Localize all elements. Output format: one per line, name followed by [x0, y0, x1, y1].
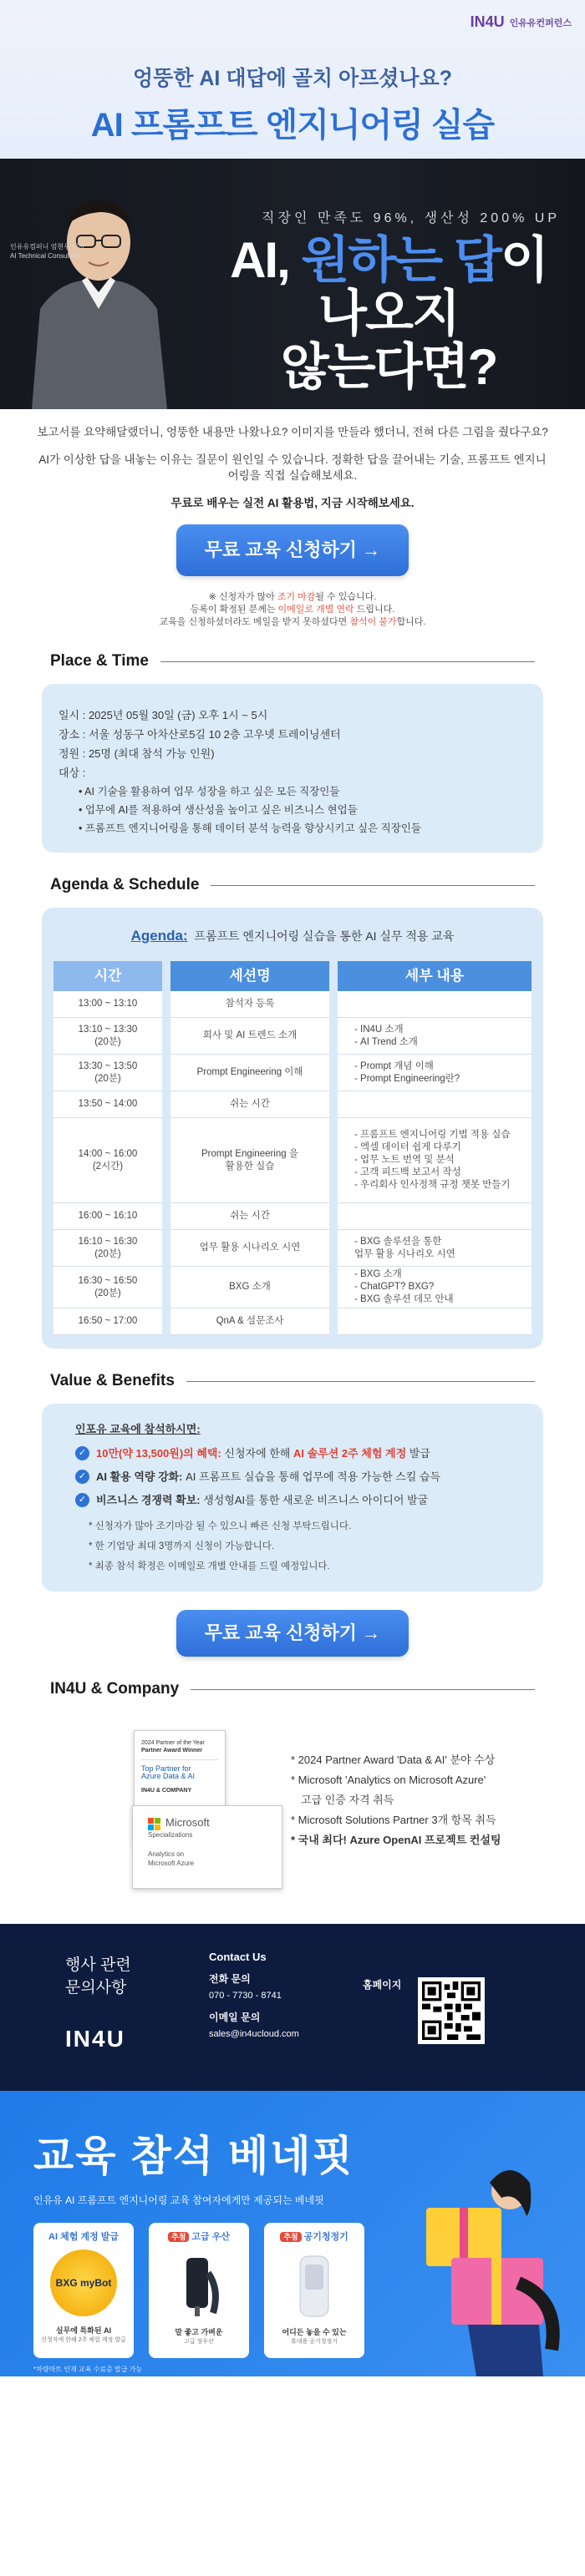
agenda-detail-cell: - Prompt 개념 이해 - Prompt Engineering란?	[338, 1055, 532, 1091]
agenda-session-cell: 회사 및 AI 트렌드 소개	[170, 1018, 329, 1055]
microsoft-logo-icon	[148, 1818, 160, 1830]
hero-stat: 직장인 만족도 96%, 생산성 200% UP	[262, 211, 560, 225]
benefit-desc: 실무에 특화된 AI	[55, 2326, 112, 2335]
agenda-table	[53, 961, 532, 1335]
header-section	[0, 0, 585, 159]
speaker-badge	[10, 242, 119, 261]
check-icon: ✓	[75, 1493, 89, 1507]
header-title: AI 프롬프트 엔지니어링 실습	[90, 107, 495, 144]
place-box	[42, 684, 543, 853]
value-i3a: 비즈니스 경쟁력 확보:	[96, 1494, 204, 1506]
homepage-label: 홈페이지	[363, 1979, 402, 1991]
value-note: * 한 기업당 최대 3명까지 신청이 가능합니다.	[89, 1541, 275, 1551]
agenda-detail-cell: - 프롬프트 엔지니어링 기법 적용 실습 - 엑셀 데이터 쉽게 다루기 - 업무 노트 번역 및 분석 - 고객 피드백 보고서 작성 - 우리회사 인사정책 규정 챗봇 만들기	[338, 1118, 532, 1203]
benefit-desc: 어디든 놓을 수 있는	[282, 2328, 347, 2336]
detail-column	[338, 991, 532, 1335]
logo-mark: IN4U	[470, 13, 505, 30]
agenda-detail-cell: - BXG 소개 - ChatGPT? BXG? - BXG 솔루션 데모 안내	[338, 1267, 532, 1308]
gift-person-illustration	[393, 2158, 577, 2376]
agenda-box	[42, 908, 543, 1349]
award-line: IN4U & COMPANY	[141, 1788, 192, 1794]
phone-label: 전화 문의	[209, 1973, 251, 1985]
divider	[160, 661, 535, 662]
section-value-title: Value & Benefits	[50, 1372, 175, 1389]
target-text: 업무에 AI를 적용하여 생산성을 높이고 싶은 비즈니스 현업들	[84, 804, 358, 816]
value-head: 인포유 교육에 참석하시면:	[75, 1423, 201, 1435]
ms-sub: Specializations	[148, 1831, 193, 1839]
intro-p3: 무료로 배우는 실전 AI 활용법, 지금 시작해보세요.	[170, 497, 415, 509]
phone-number[interactable]: 070 - 7730 - 8741	[209, 1991, 282, 2001]
section-value-heading	[0, 1372, 585, 1390]
speaker-name: 인유유컴퍼니 엄현우 이사	[10, 243, 85, 251]
value-item	[75, 1446, 510, 1461]
agenda-title-text: 프롬프트 엔지니어링 실습을 통한 AI 실무 적용 교육	[194, 929, 455, 943]
notice-l2c: 드립니다.	[354, 605, 395, 615]
section-company-heading	[0, 1680, 585, 1698]
target-text: 프롬프트 엔지니어링을 통해 데이터 분석 능력을 향상시키고 싶은 직장인들	[84, 822, 421, 834]
company-bullet: * 2024 Partner Award 'Data & AI' 분야 수상	[291, 1754, 496, 1766]
umbrella-icon	[161, 2248, 237, 2323]
benefit-card-label: AI 체험 계정 발급	[48, 2232, 119, 2242]
value-i2a: AI 활용 역량 강화:	[96, 1470, 186, 1483]
notice-l1a: ※ 신청자가 많아	[208, 592, 277, 602]
value-item	[75, 1493, 510, 1508]
email-address[interactable]: sales@in4ucloud.com	[209, 2029, 299, 2039]
contact-l1: 행사 관련	[65, 1956, 131, 1974]
time-column	[53, 991, 162, 1335]
check-icon: ✓	[75, 1446, 89, 1460]
hero-line1a: AI,	[230, 232, 302, 288]
check-icon: ✓	[75, 1470, 89, 1484]
agenda-detail-cell	[338, 1203, 532, 1230]
speaker-photo	[23, 184, 174, 409]
agenda-time-cell: 16:10 ~ 16:30 (20분)	[53, 1230, 162, 1267]
section-place-heading	[0, 652, 585, 671]
benefit-card-umbrella	[149, 2223, 249, 2358]
benefit-card-air-purifier	[264, 2223, 364, 2358]
mybot-badge-icon: BXG myBot	[50, 2250, 117, 2316]
agenda-time-cell: 13:00 ~ 13:10	[53, 991, 162, 1018]
divider	[191, 1689, 535, 1690]
company-bullet: * Microsoft Solutions Partner 3개 항목 취득	[291, 1814, 496, 1826]
value-item	[75, 1470, 510, 1485]
target-list	[58, 782, 526, 838]
ms-line: Microsoft Azure	[148, 1860, 195, 1867]
hero-banner	[0, 159, 585, 409]
value-note: * 신청자가 많아 조기마감 될 수 있으니 빠른 신청 부탁드립니다.	[89, 1521, 352, 1531]
target-text: AI 기술을 활용하여 업무 성장을 하고 싶은 모든 직장인들	[84, 786, 340, 797]
apply-button-2[interactable]: 무료 교육 신청하기 →	[176, 1610, 409, 1657]
section-company-title: IN4U & Company	[50, 1680, 180, 1698]
header-subtitle: 엉뚱한 AI 대답에 골치 아프셨나요?	[132, 67, 452, 90]
agenda-title	[53, 928, 532, 944]
contact-l2: 문의사항	[65, 1979, 127, 1997]
col-header-session: 세션명	[170, 961, 329, 991]
agenda-time-cell: 14:00 ~ 16:00 (2시간)	[53, 1118, 162, 1203]
agenda-session-cell: Prompt Engineering 을 활용한 실습	[170, 1118, 329, 1203]
notice-l3c: 합니다.	[396, 617, 426, 627]
hero-line2: 나오지	[318, 286, 459, 342]
hero-line1c: 이	[500, 232, 547, 288]
value-i1d: 발급	[406, 1447, 430, 1460]
benefit-desc: 신청자에 한해 2주 체험 계정 발급	[41, 2337, 126, 2343]
company-bullet: * 국내 최다! Azure OpenAI 프로젝트 컨설팅	[291, 1834, 501, 1846]
agenda-label: Agenda:	[130, 928, 188, 944]
agenda-time-cell: 16:50 ~ 17:00	[53, 1308, 162, 1335]
agenda-session-cell: 쉬는 시간	[170, 1091, 329, 1118]
contact-brand-logo: IN4U	[65, 2026, 125, 2052]
agenda-session-cell: Prompt Engineering 이해	[170, 1055, 329, 1091]
notice-l3b: 참석이 불가	[349, 617, 397, 627]
value-i1c: AI 솔루션 2주 체험 계정	[292, 1447, 407, 1460]
agenda-session-cell: 쉬는 시간	[170, 1203, 329, 1230]
speaker-role: AI Technical Consultant	[10, 252, 80, 260]
session-column	[170, 991, 329, 1335]
divider	[186, 1381, 535, 1382]
target-item: • 업무에 AI를 적용하여 생산성을 높이고 싶은 비즈니스 현업들	[79, 804, 358, 816]
apply-button[interactable]: 무료 교육 신청하기 →	[176, 524, 409, 576]
hero-line1-highlight: 원하는 답	[301, 232, 501, 288]
target-item: • AI 기술을 활용하여 업무 성장을 하고 싶은 모든 직장인들	[79, 786, 340, 797]
company-section	[0, 1708, 585, 1892]
agenda-time-cell: 13:50 ~ 14:00	[53, 1091, 162, 1118]
contact-details	[209, 1949, 299, 2042]
notice-l2b: 이메일로 개별 연락	[277, 605, 354, 615]
agenda-session-cell: BXG 소개	[170, 1267, 329, 1308]
agenda-detail-cell: - BXG 솔루션을 통한 업무 활용 시나리오 시연	[338, 1230, 532, 1267]
qr-code-icon[interactable]	[418, 1977, 485, 2044]
col-header-time: 시간	[53, 961, 162, 991]
benefit-title: 교육 참석 베네핏	[33, 2133, 354, 2179]
intro-p2: AI가 이상한 답을 내놓는 이유는 질문이 원인일 수 있습니다. 정확한 답을 끌어내는 기술, 프롬프트 엔지니어링을 직접 실습해보세요.	[38, 453, 547, 482]
target-item: • 프롬프트 엔지니어링을 통해 데이터 분석 능력을 향상시키고 싶은 직장인들	[79, 822, 421, 834]
notice-l2a: 등록이 확정된 분께는	[190, 605, 278, 615]
intro-p1: 보고서를 요약해달랬더니, 엉뚱한 내용만 나왔나요? 이미지를 만들라 했더니, 전혀 다른 그림을 줬다구요?	[37, 426, 548, 438]
hero-line3: 않는다면?	[280, 339, 497, 395]
event-venue: 장소 : 서울 성동구 아차산로5길 10 2층 고우넷 트레이닝센터	[58, 728, 341, 741]
company-bullets	[291, 1750, 501, 1850]
hero-headline	[217, 234, 560, 394]
col-header-detail: 세부 내용	[338, 961, 532, 991]
benefit-card-label: 공기청정기	[303, 2232, 348, 2242]
intro-text	[0, 409, 585, 511]
contact-heading	[65, 1954, 131, 1999]
agenda-session-cell: QnA & 설문조사	[170, 1308, 329, 1335]
value-i3b: 생성형AI를 통한 새로운 비즈니스 아이디어 발굴	[203, 1494, 429, 1506]
value-i2b: AI 프롬프트 실습을 통해 업무에 적용 가능한 스킬 습득	[186, 1470, 441, 1483]
award-line: Top Partner for	[141, 1764, 191, 1773]
air-purifier-icon	[277, 2248, 352, 2323]
microsoft-specialization-card	[132, 1805, 282, 1889]
section-agenda-heading	[0, 876, 585, 894]
ms-line: Analytics on	[148, 1850, 185, 1858]
company-logo[interactable]	[471, 13, 572, 31]
agenda-detail-cell	[338, 1091, 532, 1118]
lottery-pill: 추첨	[280, 2232, 301, 2242]
divider	[141, 1759, 218, 1760]
ms-brand: Microsoft	[165, 1816, 210, 1829]
company-bullet: * Microsoft 'Analytics on Microsoft Azure'	[291, 1774, 486, 1786]
award-line: Partner Award Winner	[141, 1748, 203, 1754]
award-line: Azure Data & AI	[141, 1772, 196, 1780]
logo-text: 인유유컨퍼런스	[509, 18, 572, 28]
lottery-pill: 추첨	[168, 2232, 189, 2242]
notice-text	[0, 591, 585, 629]
value-i1b: 신청자에 한해	[224, 1447, 293, 1460]
value-box	[42, 1404, 543, 1592]
agenda-time-cell: 13:30 ~ 13:50 (20분)	[53, 1055, 162, 1091]
agenda-detail-cell	[338, 991, 532, 1018]
value-note: * 최종 참석 확정은 이메일로 개별 안내를 드릴 예정입니다.	[89, 1561, 330, 1571]
benefit-banner	[0, 2091, 585, 2376]
notice-l1c: 될 수 있습니다.	[315, 592, 377, 602]
agenda-detail-cell	[338, 1308, 532, 1335]
benefit-card-ai	[33, 2223, 134, 2358]
award-line: 2024 Partner of the Year	[141, 1740, 205, 1746]
agenda-session-cell: 업무 활용 시나리오 시연	[170, 1230, 329, 1267]
event-target-label: 대상 :	[58, 767, 86, 779]
event-date: 일시 : 2025년 05월 30일 (금) 오후 1시 ~ 5시	[58, 709, 268, 721]
agenda-session-cell: 참석자 등록	[170, 991, 329, 1018]
section-place-title: Place & Time	[50, 652, 149, 670]
benefit-subtitle: 인유유 AI 프롬프트 엔지니어링 교육 참여자에게만 제공되는 베네핏	[33, 2194, 324, 2206]
agenda-time-cell: 13:10 ~ 13:30 (20분)	[53, 1018, 162, 1055]
benefit-desc: 말 좋고 가벼운	[175, 2328, 223, 2336]
agenda-time-cell: 16:00 ~ 16:10	[53, 1203, 162, 1230]
benefit-desc: 휴대용 공기청정기	[290, 2339, 338, 2345]
notice-l3a: 교육을 신청하셨더라도 메일을 받지 못하셨다면	[159, 617, 350, 627]
agenda-time-cell: 16:30 ~ 16:50 (20분)	[53, 1267, 162, 1308]
company-bullet: 고급 인증 자격 취득	[301, 1794, 394, 1806]
value-i1a: 10만(약 13,500원)의 혜택:	[96, 1447, 225, 1460]
contact-title: Contact Us	[209, 1951, 267, 1963]
benefit-desc: 고급 장우산	[184, 2339, 214, 2345]
notice-l1b: 조기 마감	[277, 592, 316, 602]
section-agenda-title: Agenda & Schedule	[50, 876, 200, 893]
email-label: 이메일 문의	[209, 2012, 261, 2023]
benefit-card-label: 고급 우산	[191, 2232, 230, 2242]
divider	[211, 885, 535, 886]
contact-section	[0, 1924, 585, 2091]
event-quota: 정원 : 25명 (최대 참석 가능 인원)	[58, 747, 215, 760]
benefit-footnote: *차량마트 인재 교육 수료증 발급 가능	[33, 2366, 143, 2373]
agenda-detail-cell: - IN4U 소개 - AI Trend 소개	[338, 1018, 532, 1055]
